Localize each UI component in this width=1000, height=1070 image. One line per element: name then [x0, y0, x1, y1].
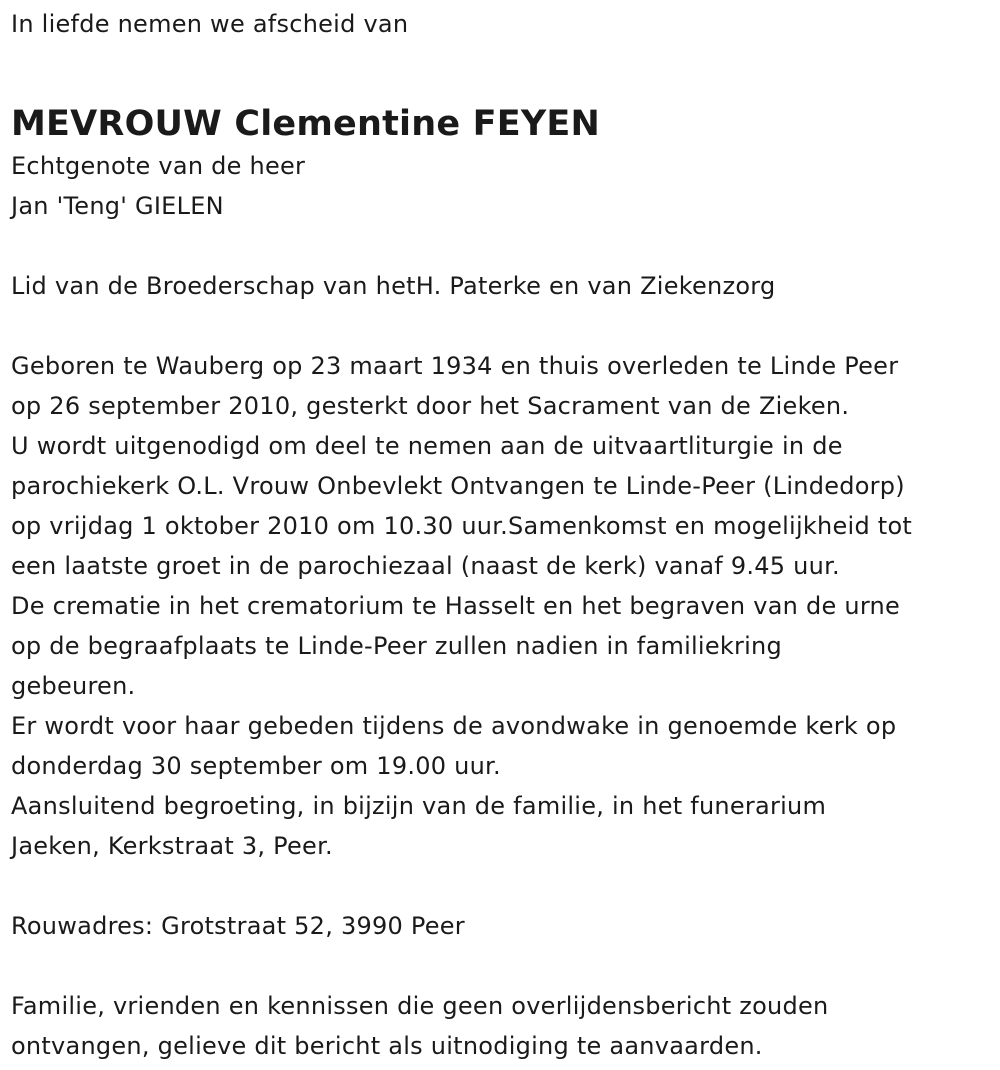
- body-line: Er wordt voor haar gebeden tijdens de avondwake in genoemde kerk op: [11, 712, 897, 740]
- mourning-address: Rouwadres: Grotstraat 52, 3990 Peer: [11, 912, 465, 940]
- death-notice: [11, 4, 996, 1066]
- body-line: U wordt uitgenodigd om deel te nemen aan de uitvaartliturgie in de: [11, 432, 843, 460]
- deceased-name: MEVROUW Clementine FEYEN: [11, 104, 601, 144]
- closing-line: Familie, vrienden en kennissen die geen overlijdensbericht zouden: [11, 992, 829, 1020]
- body-line: op de begraafplaats te Linde-Peer zullen nadien in familiekring: [11, 632, 782, 660]
- closing-line: ontvangen, gelieve dit bericht als uitnodiging te aanvaarden.: [11, 1032, 763, 1060]
- body-line: Geboren te Wauberg op 23 maart 1934 en thuis overleden te Linde Peer: [11, 352, 899, 380]
- body-line: donderdag 30 september om 19.00 uur.: [11, 752, 501, 780]
- body-line: Jaeken, Kerkstraat 3, Peer.: [11, 832, 333, 860]
- spacer: [11, 44, 996, 102]
- spouse-line: Echtgenote van de heer: [11, 152, 306, 180]
- body-line: parochiekerk O.L. Vrouw Onbevlekt Ontvangen te Linde-Peer (Lindedorp): [11, 472, 905, 500]
- body-line: gebeuren.: [11, 672, 136, 700]
- spacer: [11, 866, 996, 906]
- spacer: [11, 946, 996, 986]
- spacer: [11, 226, 996, 266]
- intro-line: In liefde nemen we afscheid van: [11, 10, 409, 38]
- membership-line: Lid van de Broederschap van hetH. Paterke en van Ziekenzorg: [11, 272, 776, 300]
- body-line: een laatste groet in de parochiezaal (naast de kerk) vanaf 9.45 uur.: [11, 552, 840, 580]
- body-line: op vrijdag 1 oktober 2010 om 10.30 uur.Samenkomst en mogelijkheid tot: [11, 512, 913, 540]
- body-line: De crematie in het crematorium te Hasselt en het begraven van de urne: [11, 592, 901, 620]
- body-line: op 26 september 2010, gesterkt door het Sacrament van de Zieken.: [11, 392, 850, 420]
- spacer: [11, 306, 996, 346]
- body-paragraph: [11, 346, 996, 866]
- spouse-name-line: Jan 'Teng' GIELEN: [11, 192, 224, 220]
- body-line: Aansluitend begroeting, in bijzijn van de familie, in het funerarium: [11, 792, 827, 820]
